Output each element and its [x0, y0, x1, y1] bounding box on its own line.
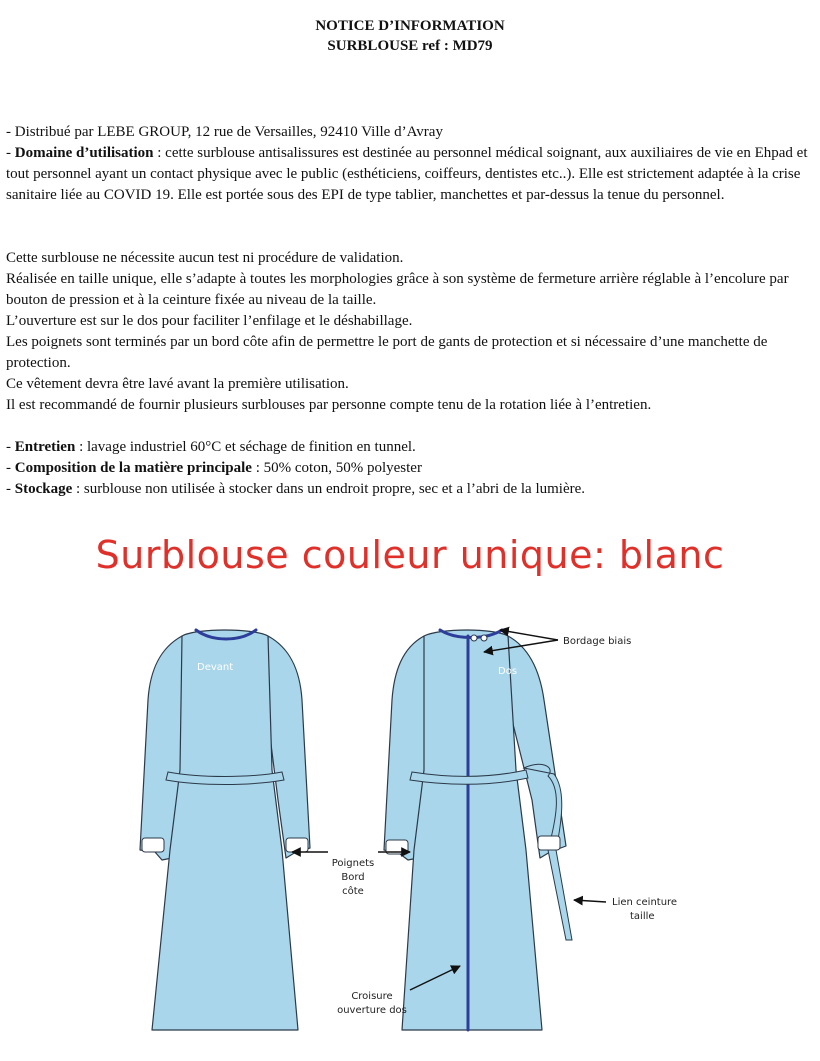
composition-label: Composition de la matière principale: [14, 460, 252, 476]
care-prefix: -: [6, 439, 15, 455]
document-subtitle: SURBLOUSE ref : MD79: [327, 38, 493, 54]
overlap-label-line2: ouverture dos: [337, 1005, 407, 1016]
detail-line: Réalisée en taille unique, elle s’adapte à toutes les morphologies grâce à son système de fermeture arrière réglable à l’encolure par bouton de pression et à la ceinture fixée au niveau de la taille.: [6, 271, 789, 308]
care-label: Entretien: [14, 439, 76, 455]
gown-illustration: [0, 600, 820, 1061]
front-gown: [140, 630, 310, 1030]
specs-section: [6, 437, 814, 500]
front-label: Devant: [197, 662, 234, 673]
domain-text: : cette surblouse antisalissures est destinée au personnel médical soignant, aux auxiliaires de vie en Ehpad et tout personnel ayant un contact physique avec le public (esthéticiens, coiffeurs, dentistes etc..). Elle est strictement adaptée à la crise sanitaire liée au COVID 19. Elle est portée sous des EPI de type tablier, manchettes et par-dessus la tenue du personnel.: [6, 145, 808, 203]
domain-label: Domaine d’utilisation: [14, 145, 154, 161]
detail-line: Ce vêtement devra être lavé avant la première utilisation.: [6, 376, 349, 392]
front-right-cuff: [286, 838, 308, 852]
cuffs-label-line2: Bord: [341, 872, 365, 883]
care-line: [6, 437, 814, 458]
back-label: Dos: [498, 666, 518, 677]
belt-label-line1: Lien ceinture: [612, 897, 678, 908]
composition-text: : 50% coton, 50% polyester: [251, 460, 422, 476]
overlap-label-line1: Croisure: [351, 991, 393, 1002]
snap-button-icon: [471, 635, 477, 641]
detail-line: Cette surblouse ne nécessite aucun test ni procédure de validation.: [6, 250, 404, 266]
details-section: [6, 248, 814, 416]
cuffs-label-line3: côte: [342, 886, 364, 897]
detail-line: Il est recommandé de fournir plusieurs surblouses par personne compte tenu de la rotation liée à l’entretien.: [6, 397, 652, 413]
belt-label-line2: taille: [630, 911, 655, 922]
back-gown: [384, 630, 572, 1030]
cuffs-label-line1: Poignets: [331, 858, 375, 869]
storage-prefix: -: [6, 481, 15, 497]
care-text: : lavage industriel 60°C et séchage de finition en tunnel.: [75, 439, 416, 455]
back-right-cuff: [538, 836, 560, 850]
detail-line: Les poignets sont terminés par un bord côte afin de permettre le port de gants de protection et si nécessaire d’une manchette de protection.: [6, 334, 768, 371]
detail-line: L’ouverture est sur le dos pour faciliter l’enfilage et le déshabillage.: [6, 313, 413, 329]
color-banner: Surblouse couleur unique: blanc: [95, 533, 725, 577]
composition-prefix: -: [6, 460, 15, 476]
front-left-cuff: [142, 838, 164, 852]
binding-label: Bordage biais: [563, 636, 632, 647]
storage-line: [6, 479, 814, 500]
snap-button-icon: [481, 635, 487, 641]
belt-arrow: [574, 900, 606, 902]
domain-paragraph: [6, 143, 814, 206]
distributor-line: - Distribué par LEBE GROUP, 12 rue de Versailles, 92410 Ville d’Avray: [6, 124, 443, 140]
composition-line: [6, 458, 814, 479]
storage-text: : surblouse non utilisée à stocker dans un endroit propre, sec et a l’abri de la lumière.: [72, 481, 586, 497]
domain-prefix: -: [6, 145, 15, 161]
document-title: NOTICE D’INFORMATION: [315, 18, 505, 34]
intro-section: [6, 122, 814, 206]
storage-label: Stockage: [14, 481, 73, 497]
